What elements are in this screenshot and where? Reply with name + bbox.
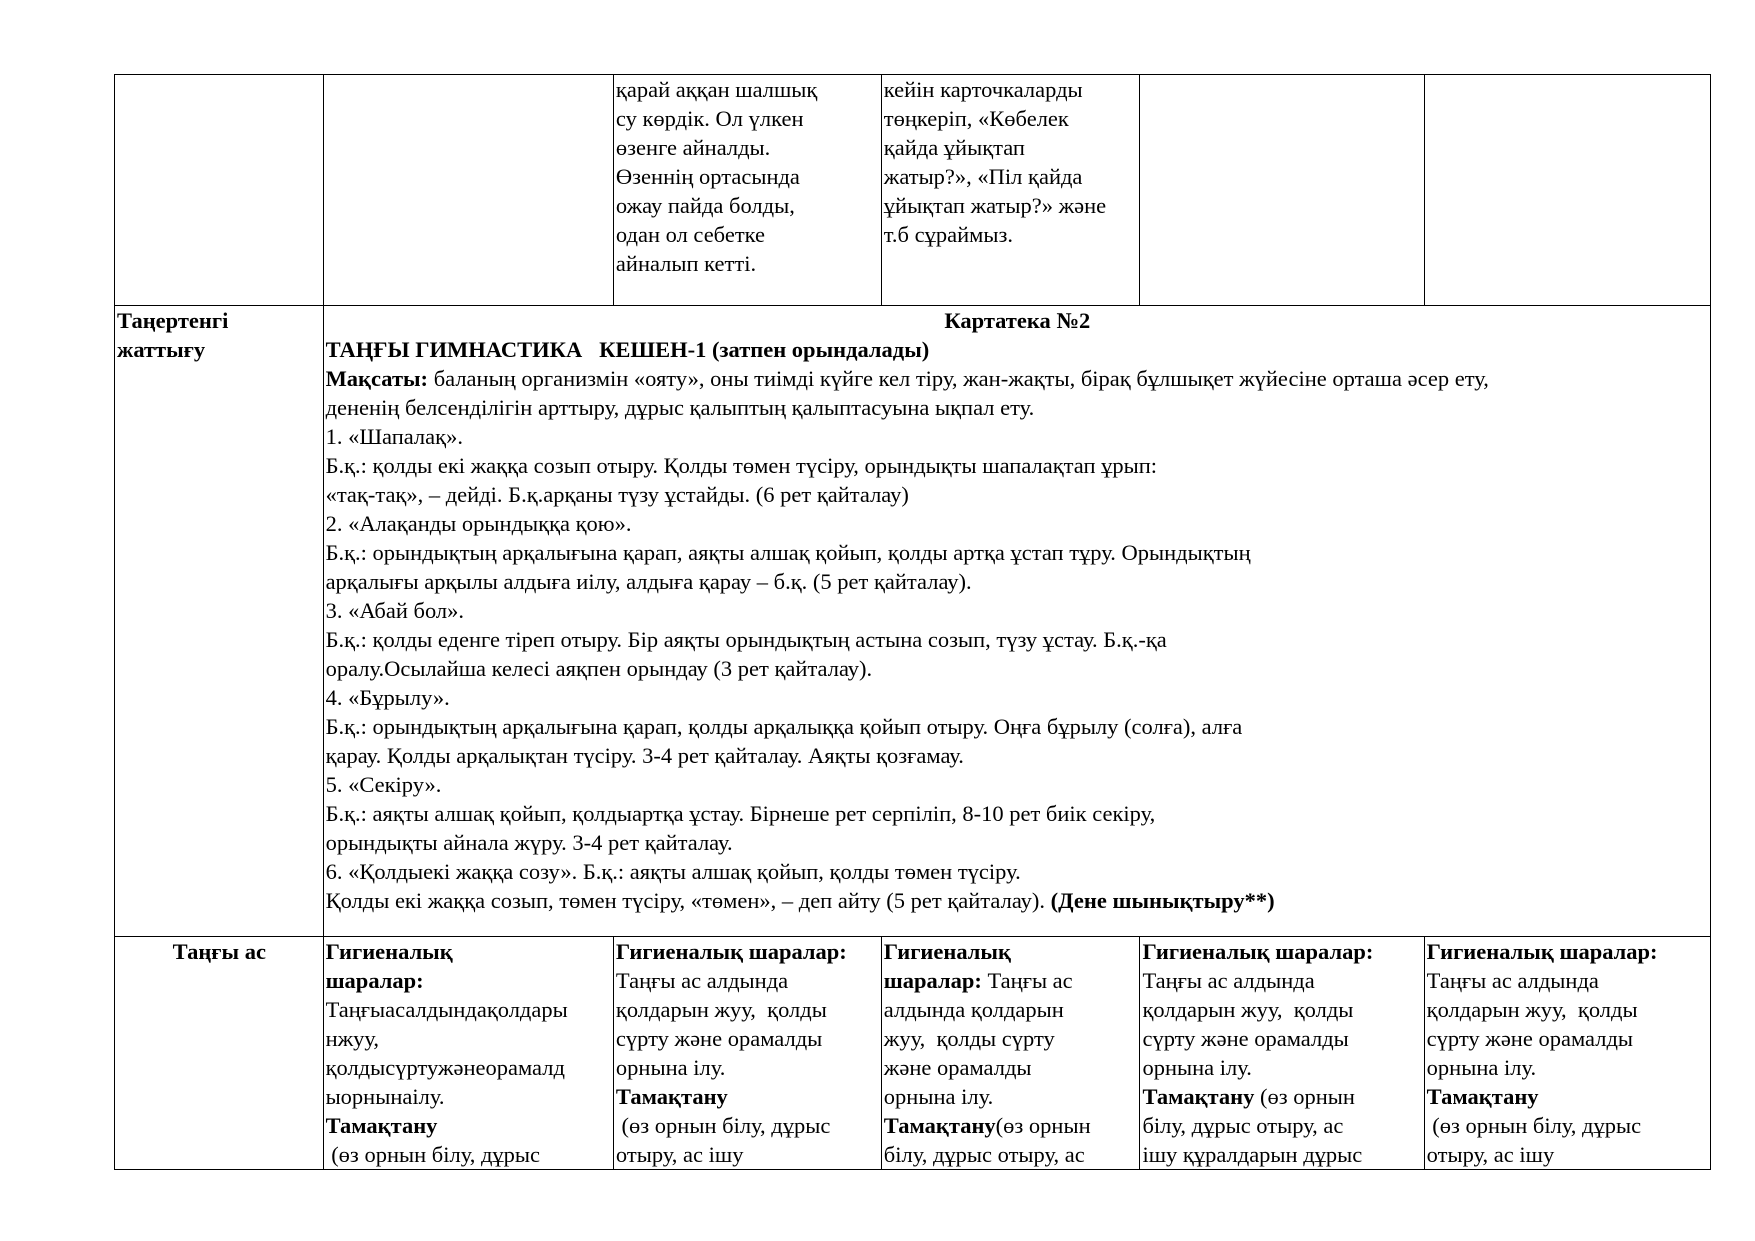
text-line: өзенге айналды. [615,135,771,160]
text-line: Таңғыасалдындақолдары [325,997,568,1022]
goal-label: Мақсаты: [325,366,429,391]
text-line: қарай аққан шалшық [615,77,818,102]
exercise-line: Б.қ.: қолды еденге тіреп отыру. Бір аяқты орындықтың астына созып, түзу ұстау. Б.қ.-қа [325,627,1167,652]
text-line: Таңғы ас алдында [1142,968,1315,993]
breakfast-col5-cell [1140,937,1424,1170]
text-line: отыру, ас ішу [1426,1142,1555,1167]
nutrition-label: Тамақтану [615,1084,728,1109]
text-line: орнына ілу. [883,1084,994,1109]
hygiene-label: Гигиеналық шаралар: [1426,939,1658,964]
exercise-line: 3. «Абай бол». [325,598,465,623]
hygiene-label: шаралар: [325,968,424,993]
text-line: сүрту және орамалды [1142,1026,1349,1051]
text-line: орнына ілу. [1142,1055,1252,1080]
nutrition-label: Тамақтану [1426,1084,1539,1109]
daily-plan-table [114,74,1711,1170]
exercise-line: Б.қ.: қолды екі жаққа созып отыру. Қолды төмен түсіру, орындықты шапалақтап ұрып: [325,453,1158,478]
table-row-continuation [115,75,1711,306]
text-line: және орамалды [883,1055,1032,1080]
nutrition-label: Тамақтану [325,1113,438,1138]
row1-label-cell [115,75,324,306]
text-line: отыру, ас ішу [615,1142,744,1167]
text-line: кейін карточкаларды [883,77,1083,102]
hygiene-label: Гигиеналық шаралар: [1142,939,1374,964]
exercise-line: «тақ-тақ», – дейді. Б.қ.арқаны түзу ұстайды. (6 рет қайталау) [325,482,909,507]
row1-col6-cell [1424,75,1710,306]
hygiene-label: Гигиеналық [883,939,1011,964]
text-line: қолдысүртужәнеорамалд [325,1055,565,1080]
row-label-morning-exercise [115,306,324,937]
exercise-line: қарау. Қолды арқалықтан түсіру. 3-4 рет қайталау. Аяқты қозғамау. [325,743,964,768]
text-line: (өз орнын білу, дұрыс [325,1142,540,1167]
text-line: Өзеннің ортасында [615,164,800,189]
goal-text: баланың организмін «ояту», оны тиімді күйге кел тіру, жан-жақты, бірақ бұлшықет жүйесіне орташа әсер ету, [428,366,1489,391]
exercise-line: арқалығы арқылы алдыға иілу, алдыға қарау – б.қ. (5 рет қайталау). [325,569,972,594]
exercise-line: Б.қ.: орындықтың арқалығына қарап, қолды арқалыққа қойып отыру. Оңға бұрылу (солға), алға [325,714,1243,739]
text-line: жуу, қолды сүрту [883,1026,1055,1051]
breakfast-col4-cell [881,937,1140,1170]
exercise-line: Б.қ.: орындықтың арқалығына қарап, аяқты алшақ қойып, қолды артқа ұстап тұру. Орындықтың [325,540,1251,565]
nutrition-line [1142,1082,1422,1111]
text-line: сүрту және орамалды [615,1026,823,1051]
text-line: (өз орнын білу, дұрыс [615,1113,831,1138]
text-line: ыорнынаілу. [325,1084,445,1109]
subject-tag: (Дене шынықтыру**) [1050,888,1275,913]
text-line: Таңғы ас алдында [615,968,789,993]
exercise-line: 5. «Секіру». [325,772,442,797]
text-line: қайда ұйықтап [883,135,1025,160]
breakfast-col6-cell [1424,937,1710,1170]
text-line: сүрту және орамалды [1426,1026,1634,1051]
text-line: қолдарын жуу, қолды [1426,997,1638,1022]
goal-text-continued: дененің белсенділігін арттыру, дұрыс қалыптың қалыптасуына ықпал ету. [325,395,1035,420]
hygiene-label: Гигиеналық шаралар: [615,939,847,964]
text-line: білу, дұрыс отыру, ас [1142,1113,1344,1138]
row-label-breakfast: Таңғы ас [172,939,266,964]
exercise-line: орындықты айнала жүру. 3-4 рет қайталау. [325,830,733,855]
text-line: қолдарын жуу, қолды [615,997,827,1022]
breakfast-col2-cell [323,937,613,1170]
nutrition-label: Тамақтану [1142,1084,1255,1109]
text-line: одан ол себетке [615,222,766,247]
text-inline: Таңғы ас [981,968,1073,993]
hygiene-line [884,966,1139,995]
row1-col3-cell [613,75,881,306]
text-line: алдында қолдарын [883,997,1064,1022]
text-line: жатыр?», «Піл қайда [883,164,1083,189]
nutrition-label: Тамақтану [883,1113,996,1138]
text-line: су көрдік. Ол үлкен [615,106,804,131]
gymnastics-subheading: ТАҢҒЫ ГИМНАСТИКА КЕШЕН-1 (затпен орындалады) [325,337,930,362]
nutrition-line [884,1111,1139,1140]
table-row-morning-exercise [115,306,1711,937]
text-line: Таңғы ас алдында [1426,968,1599,993]
exercise-line: оралу.Осылайша келесі аяқпен орындау (3 рет қайталау). [325,656,873,681]
exercise-line: 2. «Алақанды орындыққа қою». [325,511,632,536]
exercise-last-text: Қолды екі жаққа созып, төмен түсіру, «төмен», – деп айту (5 рет қайталау). [325,888,1051,913]
text-line: орнына ілу. [615,1055,726,1080]
text-line: т.б сұраймыз. [883,222,1014,247]
row-label-line: жаттығу [117,337,206,362]
hygiene-label: шаралар: [883,968,982,993]
text-line: айналып кетті. [615,251,757,276]
card-heading: Картатека №2 [944,308,1091,333]
text-line: қолдарын жуу, қолды [1142,997,1354,1022]
exercise-line: 4. «Бұрылу». [325,685,450,710]
text-inline: (өз орнын [995,1113,1091,1138]
exercise-line: 1. «Шапалақ». [325,424,463,449]
row-label-line: Таңертенгі [117,308,229,333]
breakfast-col3-cell [613,937,881,1170]
exercise-line: 6. «Қолдыекі жаққа созу». Б.қ.: аяқты алшақ қойып, қолды төмен түсіру. [325,859,1021,884]
exercise-line: Б.қ.: аяқты алшақ қойып, қолдыартқа ұстау. Бірнеше рет серпіліп, 8-10 рет биік секіру, [325,801,1156,826]
hygiene-label: Гигиеналық [325,939,453,964]
text-line: төңкеріп, «Көбелек [883,106,1069,131]
text-line: ұйықтап жатыр?» және [883,193,1107,218]
row1-col2-cell [323,75,613,306]
exercise-content-cell [323,306,1710,937]
row-label-breakfast-cell [115,937,324,1170]
row1-col5-cell [1140,75,1424,306]
text-inline: (өз орнын [1254,1084,1355,1109]
row1-col4-cell [881,75,1140,306]
table-row-breakfast [115,937,1711,1170]
goal-line [326,364,1709,393]
text-line: нжуу, [325,1026,380,1051]
text-line: ішу құралдарын дұрыс [1142,1142,1363,1167]
text-line: білу, дұрыс отыру, ас [883,1142,1085,1167]
text-line: (өз орнын білу, дұрыс [1426,1113,1642,1138]
text-line: ожау пайда болды, [615,193,795,218]
text-line: орнына ілу. [1426,1055,1537,1080]
exercise-last-line [326,886,1709,915]
